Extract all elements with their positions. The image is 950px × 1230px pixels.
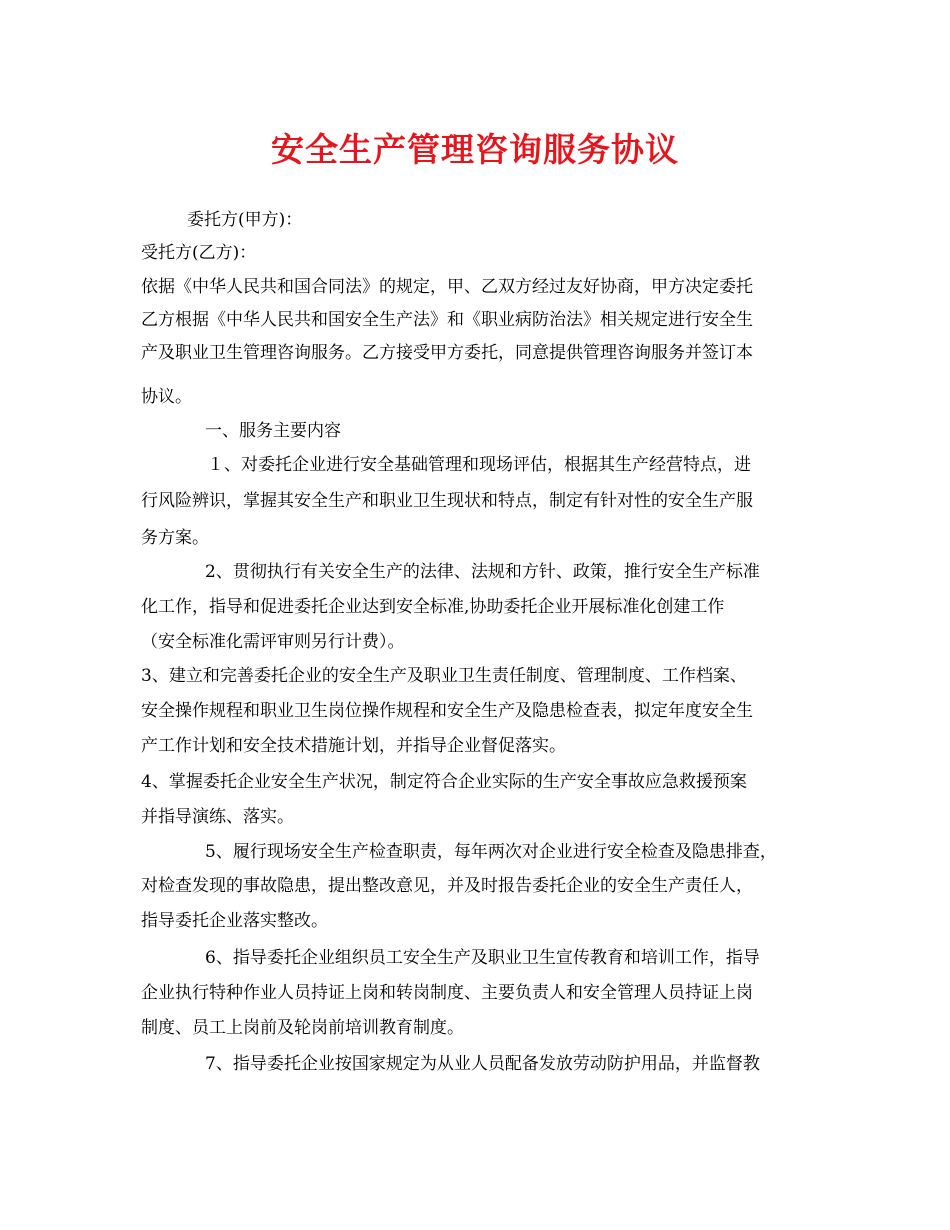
body-line: 依据《中华人民共和国合同法》的规定，甲、乙双方经过友好协商，甲方决定委托 bbox=[141, 277, 753, 297]
body-line: 协议。 bbox=[141, 387, 192, 407]
body-line: 6、指导委托企业组织员工安全生产及职业卫生宣传教育和培训工作，指导 bbox=[205, 948, 760, 968]
body-line: 务方案。 bbox=[141, 528, 209, 548]
body-line: 4、掌握委托企业安全生产状况，制定符合企业实际的生产安全事故应急救援预案 bbox=[141, 772, 747, 792]
section-heading: 一、服务主要内容 bbox=[205, 421, 341, 441]
body-line: 2、贯彻执行有关安全生产的法律、法规和方针、政策，推行安全生产标准 bbox=[205, 562, 760, 582]
body-line: 7、指导委托企业按国家规定为从业人员配备发放劳动防护用品，并监督教 bbox=[205, 1054, 760, 1074]
body-line: 5、履行现场安全生产检查职责，每年两次对企业进行安全检查及隐患排查， bbox=[205, 842, 777, 862]
body-line: 乙方根据《中华人民共和国安全生产法》和《职业病防治法》相关规定进行安全生 bbox=[141, 310, 753, 330]
body-line: 产及职业卫生管理咨询服务。乙方接受甲方委托，同意提供管理咨询服务并签订本 bbox=[141, 343, 753, 363]
body-line: 产工作计划和安全技术措施计划，并指导企业督促落实。 bbox=[141, 736, 566, 756]
body-line: 对检查发现的事故隐患，提出整改意见，并及时报告委托企业的安全生产责任人， bbox=[141, 876, 753, 896]
body-line: 制度、员工上岗前及轮岗前培训教育制度。 bbox=[141, 1018, 464, 1038]
body-line: 指导委托企业落实整改。 bbox=[141, 911, 328, 931]
body-line: 安全操作规程和职业卫生岗位操作规程和安全生产及隐患检查表，拟定年度安全生 bbox=[141, 701, 753, 721]
document-title: 安全生产管理咨询服务协议 bbox=[271, 130, 679, 169]
body-line: （安全标准化需评审则另行计费）。 bbox=[141, 632, 405, 652]
body-line: 企业执行特种作业人员持证上岗和转岗制度、主要负责人和安全管理人员持证上岗 bbox=[141, 983, 753, 1003]
party-a-line: 委托方(甲方)： bbox=[187, 210, 303, 230]
body-line: 3、建立和完善委托企业的安全生产及职业卫生责任制度、管理制度、工作档案、 bbox=[141, 666, 747, 686]
body-line: 化工作，指导和促进委托企业达到安全标准,协助委托企业开展标准化创建工作 bbox=[141, 597, 725, 617]
body-line: 并指导演练、落实。 bbox=[141, 807, 294, 827]
party-b-line: 受托方(乙方)： bbox=[141, 243, 257, 263]
body-line: １、对委托企业进行安全基础管理和现场评估，根据其生产经营特点，进 bbox=[207, 455, 751, 475]
body-line: 行风险辨识，掌握其安全生产和职业卫生现状和特点，制定有针对性的安全生产服 bbox=[141, 491, 753, 511]
